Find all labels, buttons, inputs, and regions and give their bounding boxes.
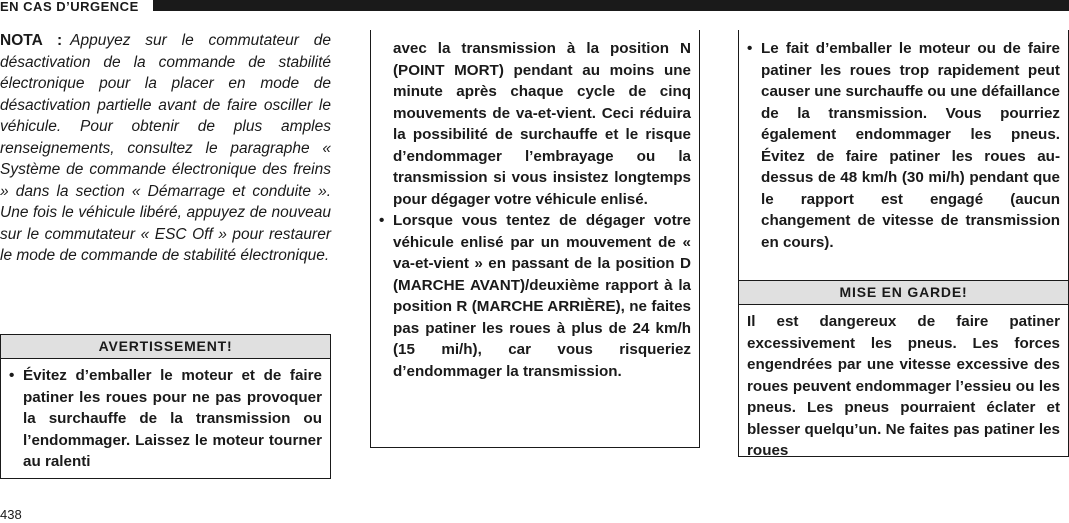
header-bar: [0, 0, 1069, 11]
warning-continued-body: [371, 30, 699, 386]
note-label: NOTA :: [0, 32, 63, 49]
warning-bullet: [9, 365, 322, 473]
note-text: Appuyez sur le commutateur de désactivation de la commande de stabilité électronique pour la placer en mode de désactivation partielle avant de faire osciller le véhicule. Pour obtenir de plus amples renseignements, consultez le paragraphe « Système de commande électronique des freins » dans la section « Démarrage et conduite ». Une fois le véhicule libéré, appuyez de nouveau sur le commutateur « ESC Off » pour restaurer le mode de commande de stabilité électronique.: [0, 32, 331, 264]
warning-continuation-text: avec la transmission à la position N (POINT MORT) pendant au moins une minute après chaque cycle de cinq mouvements de va-et-vient. Ceci réduira la possibilité de surchauffe et le risque d’endommager l’embrayage ou la transmission si vous insistez longtemps pour dégager votre véhicule enlisé.: [393, 40, 691, 208]
warning-bullet-text: Lorsque vous tentez de dégager votre véhicule enlisé par un mouvement de « va-et-vient » en passant de la position D (MARCHE AVANT)/deuxième rapport à la position R (MARCHE ARRIÈRE), ne faites pas patiner les roues à plus de 24 km/h (15 mi/h), car vous risqueriez d’endommager la transmission.: [393, 212, 691, 380]
warning-box-continued: [738, 30, 1069, 284]
warning-bullet-text: Le fait d’emballer le moteur ou de faire patiner les roues trop rapidement peut causer une surchauffe ou une défaillance de la transmission. Vous pourriez également endommager les pneus. Évitez de faire patiner les roues au-dessus de 48 km/h (30 mi/h) pendant que le rapport est engagé (aucun changement de vitesse de transmission en cours).: [761, 40, 1060, 251]
bullet-icon: •: [747, 40, 753, 57]
warning-body: [1, 359, 330, 477]
section-title: EN CAS D’URGENCE: [0, 0, 153, 14]
warning-bullet: [747, 38, 1060, 253]
warning-bullet: [379, 210, 691, 382]
warning-title: AVERTISSEMENT!: [1, 335, 330, 359]
caution-title: MISE EN GARDE!: [739, 281, 1068, 305]
caution-body: Il est dangereux de faire patiner excessivement les pneus. Les forces engendrées par une vitesse excessive des roues peuvent endommager l’essieu ou les pneus. Les pneus pourraient éclater et blesser quelqu’un. Ne faites pas patiner les roues: [747, 313, 1060, 459]
warning-bullet-text: Évitez d’emballer le moteur et de faire patiner les roues pour ne pas provoquer la surchauffe de la transmission ou l’endommager. Laissez le moteur tourner au ralenti: [23, 367, 322, 470]
warning-box: [0, 334, 331, 479]
warning-box-continued: [370, 30, 700, 448]
bullet-icon: •: [9, 367, 15, 384]
page-number: 438: [0, 507, 22, 522]
caution-box: [738, 280, 1069, 457]
note-paragraph: [0, 30, 331, 267]
bullet-icon: •: [379, 212, 385, 229]
warning-continued-body: [739, 30, 1068, 257]
